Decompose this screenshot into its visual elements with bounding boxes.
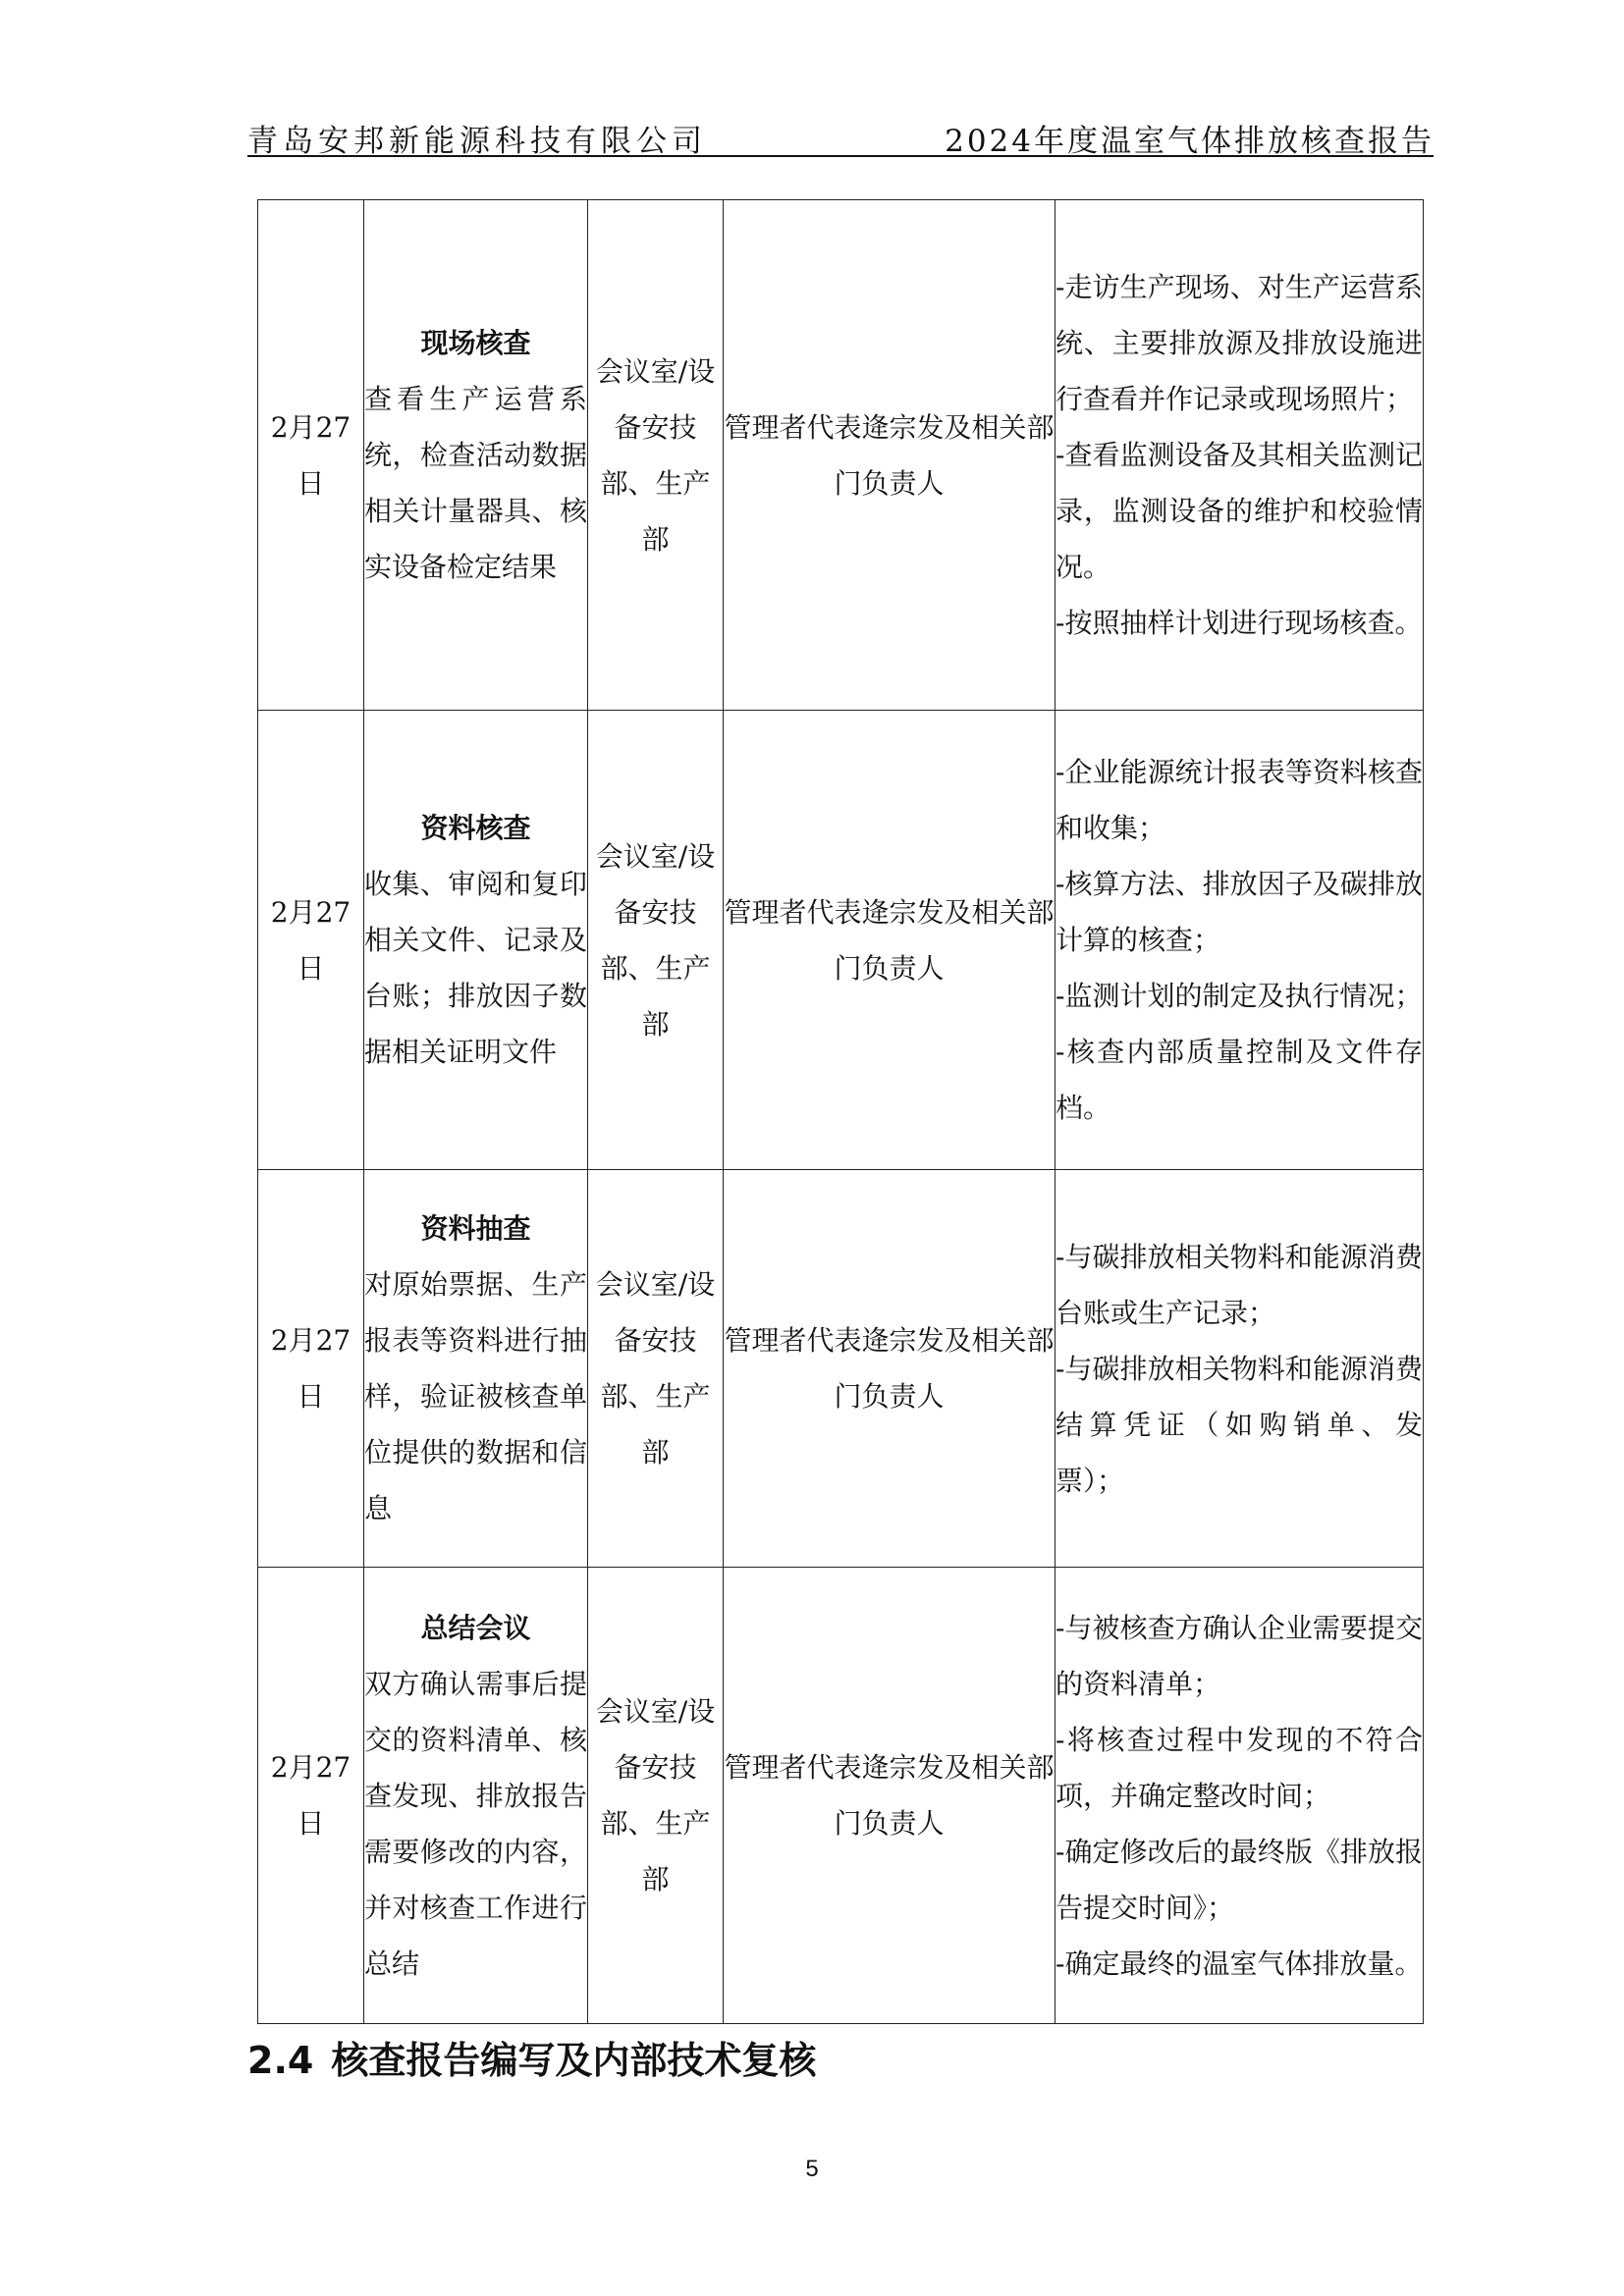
detail-item: -企业能源统计报表等资料核查和收集； [1056,756,1423,844]
activity-description: 双方确认需事后提交的资料清单、核查发现、排放报告需要修改的内容，并对核查工作进行总结 [364,1667,587,1980]
detail-item: -确定修改后的最终版《排放报告提交时间》； [1056,1835,1423,1924]
participants-cell: 管理者代表逄宗发及相关部门负责人 [724,200,1056,711]
details-cell [1056,1170,1424,1568]
section-heading [247,2030,816,2084]
activity-cell [364,1170,588,1568]
participants-cell: 管理者代表逄宗发及相关部门负责人 [724,1568,1056,2024]
detail-item: -按照抽样计划进行现场核查。 [1056,607,1423,639]
activity-cell [364,200,588,711]
details-cell [1056,711,1424,1170]
details-cell [1056,200,1424,711]
date-cell: 2月27日 [258,1170,364,1568]
activity-cell [364,1568,588,2024]
location-cell: 会议室/设备安技部、生产部 [588,711,724,1170]
activity-description: 查看生产运营系统，检查活动数据相关计量器具、核实设备检定结果 [364,383,587,583]
detail-item: -确定最终的温室气体排放量。 [1056,1947,1423,1980]
section-number: 2.4 [247,2039,314,2082]
table-row [258,200,1424,711]
activity-title: 总结会议 [420,1611,531,1644]
header-divider [247,155,1434,157]
detail-item: -走访生产现场、对生产运营系统、主要排放源及排放设施进行查看并作记录或现场照片； [1056,271,1423,415]
activity-cell [364,711,588,1170]
activity-description: 收集、审阅和复印相关文件、记录及台账；排放因子数据相关证明文件 [364,868,587,1068]
details-cell [1056,1568,1424,2024]
detail-item: -查看监测设备及其相关监测记录，监测设备的维护和校验情况。 [1056,439,1423,583]
detail-item: -与碳排放相关物料和能源消费结算凭证（如购销单、发票）； [1056,1352,1423,1497]
date-cell: 2月27日 [258,200,364,711]
detail-item: -与碳排放相关物料和能源消费台账或生产记录； [1056,1240,1423,1329]
location-cell: 会议室/设备安技部、生产部 [588,200,724,711]
location-cell: 会议室/设备安技部、生产部 [588,1170,724,1568]
table-row [258,1170,1424,1568]
location-cell: 会议室/设备安技部、生产部 [588,1568,724,2024]
header-company: 青岛安邦新能源科技有限公司 [247,124,707,159]
activity-description: 对原始票据、生产报表等资料进行抽样，验证被核查单位提供的数据和信息 [364,1268,587,1524]
detail-item: -核算方法、排放因子及碳排放计算的核查； [1056,868,1423,956]
participants-cell: 管理者代表逄宗发及相关部门负责人 [724,1170,1056,1568]
table-row [258,711,1424,1170]
section-title: 核查报告编写及内部技术复核 [331,2039,817,2082]
detail-item: -核查内部质量控制及文件存档。 [1056,1036,1423,1124]
verification-schedule-table [257,199,1424,2024]
activity-title: 资料核查 [420,812,531,844]
detail-item: -与被核查方确认企业需要提交的资料清单； [1056,1611,1423,1700]
table-row [258,1568,1424,2024]
detail-item: -将核查过程中发现的不符合项，并确定整改时间； [1056,1723,1423,1812]
participants-cell: 管理者代表逄宗发及相关部门负责人 [724,711,1056,1170]
activity-title: 资料抽查 [420,1212,531,1245]
date-cell: 2月27日 [258,711,364,1170]
date-cell: 2月27日 [258,1568,364,2024]
activity-title: 现场核查 [420,327,531,359]
page-number: 5 [805,2156,819,2182]
header-report-title: 2024年度温室气体排放核查报告 [945,124,1435,159]
detail-item: -监测计划的制定及执行情况； [1056,980,1423,1012]
